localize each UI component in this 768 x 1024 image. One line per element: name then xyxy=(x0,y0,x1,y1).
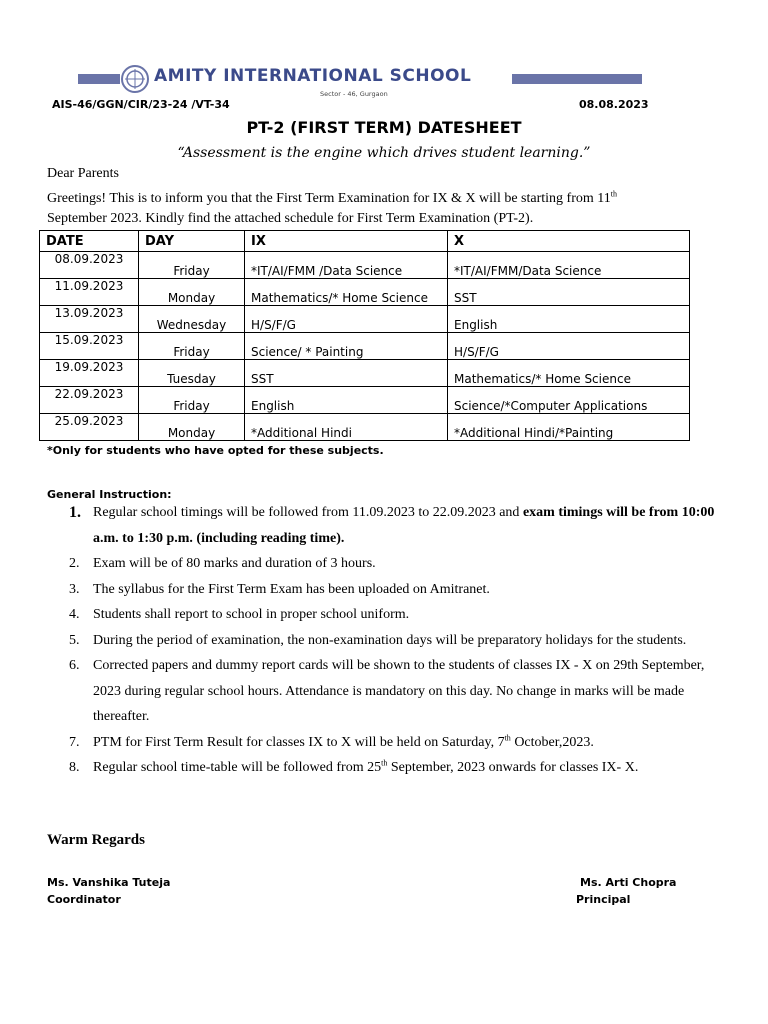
school-logo-icon xyxy=(120,64,150,94)
item-text: The syllabus for the First Term Exam has been uploaded on Amitranet. xyxy=(93,581,490,597)
cell-day: Monday xyxy=(139,279,245,306)
cell-day: Wednesday xyxy=(139,306,245,333)
cell-day: Friday xyxy=(139,252,245,279)
page-title: PT-2 (FIRST TERM) DATESHEET xyxy=(246,118,522,137)
closing-regards: Warm Regards xyxy=(47,832,145,848)
table-row xyxy=(40,387,690,414)
cell-ix: SST xyxy=(245,360,448,387)
cell-x: SST xyxy=(448,279,690,306)
salutation: Dear Parents xyxy=(47,166,119,181)
subjects-footnote: *Only for students who have opted for these subjects. xyxy=(47,444,384,457)
cell-x: H/S/F/G xyxy=(448,333,690,360)
school-sector: Sector - 46, Gurgaon xyxy=(320,90,388,98)
header-ix: IX xyxy=(245,231,448,252)
table-row xyxy=(40,279,690,306)
list-item xyxy=(47,602,717,628)
table-row xyxy=(40,333,690,360)
quote: “Assessment is the engine which drives student learning.” xyxy=(177,145,591,161)
cell-x: Mathematics/* Home Science xyxy=(448,360,690,387)
cell-x: *Additional Hindi/*Painting xyxy=(448,414,690,441)
item-superscript: th xyxy=(381,758,388,768)
table-row xyxy=(40,360,690,387)
item-number: 7. xyxy=(69,734,80,750)
item-number: 8. xyxy=(69,760,80,775)
item-text: Students shall report to school in proper school uniform. xyxy=(93,607,410,622)
item-text: Regular school time-table will be followed from 25 xyxy=(93,760,382,775)
item-number: 5. xyxy=(69,632,80,648)
cell-date: 08.09.2023 xyxy=(40,252,139,279)
item-text-bold: exam timings will be from 10:00 a.m. to 1:30 p.m. (including reading time). xyxy=(93,505,715,546)
cell-day: Friday xyxy=(139,333,245,360)
cell-day: Friday xyxy=(139,387,245,414)
header-x: X xyxy=(448,231,690,252)
item-text: Corrected papers and dummy report cards will be shown to the students of classes IX - X on 29th September, 2023 during regular school hours. Attendance is mandatory on this day. No change in marks will be made thereafter. xyxy=(93,658,705,724)
cell-date: 11.09.2023 xyxy=(40,279,139,306)
list-item xyxy=(47,500,717,551)
cell-ix: Science/ * Painting xyxy=(245,333,448,360)
item-number: 4. xyxy=(69,607,80,622)
list-item xyxy=(47,551,717,577)
principal-role: Principal xyxy=(576,893,631,906)
item-text-end: September, 2023 onwards for classes IX- X. xyxy=(387,760,639,775)
list-item xyxy=(47,577,717,603)
item-text: During the period of examination, the non-examination days will be preparatory holidays for the students. xyxy=(93,632,687,648)
coordinator-role: Coordinator xyxy=(47,893,121,906)
header-day: DAY xyxy=(139,231,245,252)
item-text: Regular school timings will be followed from 11.09.2023 to 22.09.2023 and xyxy=(93,505,523,520)
table-row xyxy=(40,252,690,279)
cell-date: 22.09.2023 xyxy=(40,387,139,414)
header-band-right xyxy=(512,74,642,84)
instructions-heading: General Instruction: xyxy=(47,488,172,501)
table-header-row xyxy=(40,231,690,252)
cell-x: *IT/AI/FMM/Data Science xyxy=(448,252,690,279)
list-item xyxy=(47,730,717,756)
list-item xyxy=(47,653,717,730)
item-number: 2. xyxy=(69,556,80,571)
greeting-line-1: Greetings! This is to inform you that the First Term Examination for IX & X will be starting from 11th xyxy=(47,189,617,206)
cell-date: 19.09.2023 xyxy=(40,360,139,387)
list-item xyxy=(47,755,717,781)
cell-x: Science/*Computer Applications xyxy=(448,387,690,414)
cell-ix: English xyxy=(245,387,448,414)
cell-ix: *IT/AI/FMM /Data Science xyxy=(245,252,448,279)
circular-date: 08.08.2023 xyxy=(579,98,649,111)
instructions-list xyxy=(47,500,717,781)
header-band-left xyxy=(78,74,120,84)
cell-ix: *Additional Hindi xyxy=(245,414,448,441)
cell-day: Monday xyxy=(139,414,245,441)
item-text: PTM for First Term Result for classes IX to X will be held on Saturday, 7 xyxy=(93,734,505,750)
datesheet-table xyxy=(39,230,690,441)
cell-day: Tuesday xyxy=(139,360,245,387)
cell-date: 15.09.2023 xyxy=(40,333,139,360)
cell-ix: Mathematics/* Home Science xyxy=(245,279,448,306)
table-row xyxy=(40,414,690,441)
reference-number: AIS-46/GGN/CIR/23-24 /VT-34 xyxy=(52,98,230,111)
table-row xyxy=(40,306,690,333)
item-number: 6. xyxy=(69,658,80,673)
principal-name: Ms. Arti Chopra xyxy=(580,876,677,889)
school-name: AMITY INTERNATIONAL SCHOOL xyxy=(154,66,472,86)
greeting-superscript: th xyxy=(610,189,617,199)
cell-ix: H/S/F/G xyxy=(245,306,448,333)
item-superscript: th xyxy=(504,732,511,742)
header-date: DATE xyxy=(40,231,139,252)
cell-date: 25.09.2023 xyxy=(40,414,139,441)
coordinator-name: Ms. Vanshika Tuteja xyxy=(47,876,171,889)
item-text-end: October,2023. xyxy=(510,734,594,750)
item-number: 3. xyxy=(69,581,80,597)
item-number: 1. xyxy=(69,504,81,521)
item-text: Exam will be of 80 marks and duration of 3 hours. xyxy=(93,556,376,571)
cell-date: 13.09.2023 xyxy=(40,306,139,333)
list-item xyxy=(47,628,717,654)
cell-x: English xyxy=(448,306,690,333)
greeting-line-2: September 2023. Kindly find the attached schedule for First Term Examination (PT-2). xyxy=(47,211,534,226)
